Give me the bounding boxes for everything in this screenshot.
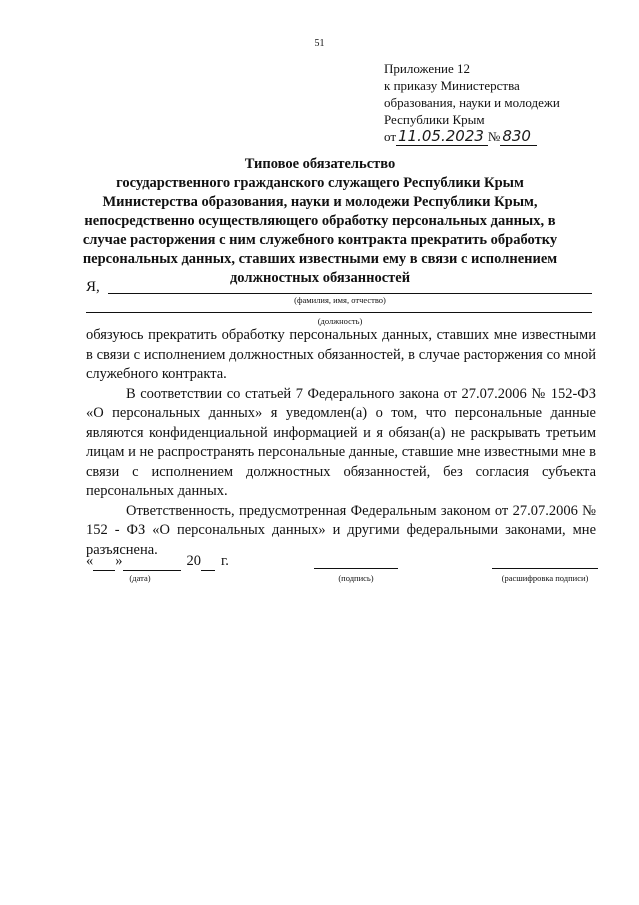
annex-number-value: 830	[500, 128, 537, 146]
position-field[interactable]	[86, 312, 592, 313]
month-field[interactable]	[123, 553, 181, 571]
annex-date-line	[384, 128, 560, 146]
annex-block	[384, 60, 560, 146]
fio-field[interactable]	[108, 293, 592, 294]
title-line-5: случае расторжения с ним служебного контракта прекратить обработку	[82, 232, 558, 248]
annex-line-4: Республики Крым	[384, 112, 485, 127]
date-open-quote: «	[86, 553, 94, 569]
position-caption: (должность)	[317, 316, 363, 326]
date-close-quote: »	[115, 553, 123, 569]
signature-field[interactable]	[314, 568, 398, 569]
page-number: 51	[314, 38, 325, 49]
year-prefix: 20	[186, 553, 201, 569]
title-line-4: непосредственно осуществляющего обработку персональных данных, в	[84, 213, 556, 229]
title-line-6: персональных данных, ставших известными ему в связи с исполнением	[82, 251, 558, 267]
body-text	[86, 326, 596, 560]
paragraph-2: В соответствии со статьей 7 Федерального закона от 27.07.2006 № 152-ФЗ «О персональных данных» я уведомлен(а) о том, что персональные данные являются конфиденциальной информацией и я обязан(а) не раскрывать третьим лицам и не распространять персональные данные, ставшие мне известными мне в связи с исполнением должностных обязанностей, без согласия субъекта персональных данных.	[86, 385, 596, 499]
title-line-3: Министерства образования, науки и молодежи Республики Крым,	[102, 194, 538, 210]
ya-label: Я,	[86, 279, 100, 295]
document-title	[60, 155, 580, 288]
date-field-group	[86, 553, 229, 571]
annex-date-prefix: от	[384, 129, 397, 144]
annex-date-value: 11.05.2023	[396, 128, 488, 146]
paragraph-1: обязуюсь прекратить обработку персональных данных, ставших мне известными в связи с исполнением должностных обязанностей, в случае расторжения со мной служебного контракта.	[86, 327, 596, 382]
annex-line-1: Приложение 12	[384, 61, 471, 76]
day-field[interactable]	[93, 553, 115, 571]
fio-caption: (фамилия, имя, отчество)	[294, 295, 386, 305]
annex-line-3: образования, науки и молодежи	[384, 95, 560, 110]
title-line-2: государственного гражданского служащего Республики Крым	[116, 175, 524, 191]
date-caption: (дата)	[129, 573, 151, 583]
annex-number-prefix: №	[487, 129, 501, 144]
paragraph-3: Ответственность, предусмотренная Федеральным законом от 27.07.2006 № 152 - ФЗ «О персональных данных» и другими федеральными законами, мне разъяснена.	[86, 502, 596, 558]
year-suffix: г.	[221, 553, 229, 569]
decoding-field[interactable]	[492, 568, 598, 569]
year-field[interactable]	[201, 553, 215, 571]
signature-caption: (подпись)	[338, 573, 374, 583]
title-line-1: Типовое обязательство	[244, 156, 396, 172]
annex-line-2: к приказу Министерства	[384, 78, 520, 93]
decoding-caption: (расшифровка подписи)	[501, 573, 589, 583]
title-line-7: должностных обязанностей	[229, 270, 411, 286]
